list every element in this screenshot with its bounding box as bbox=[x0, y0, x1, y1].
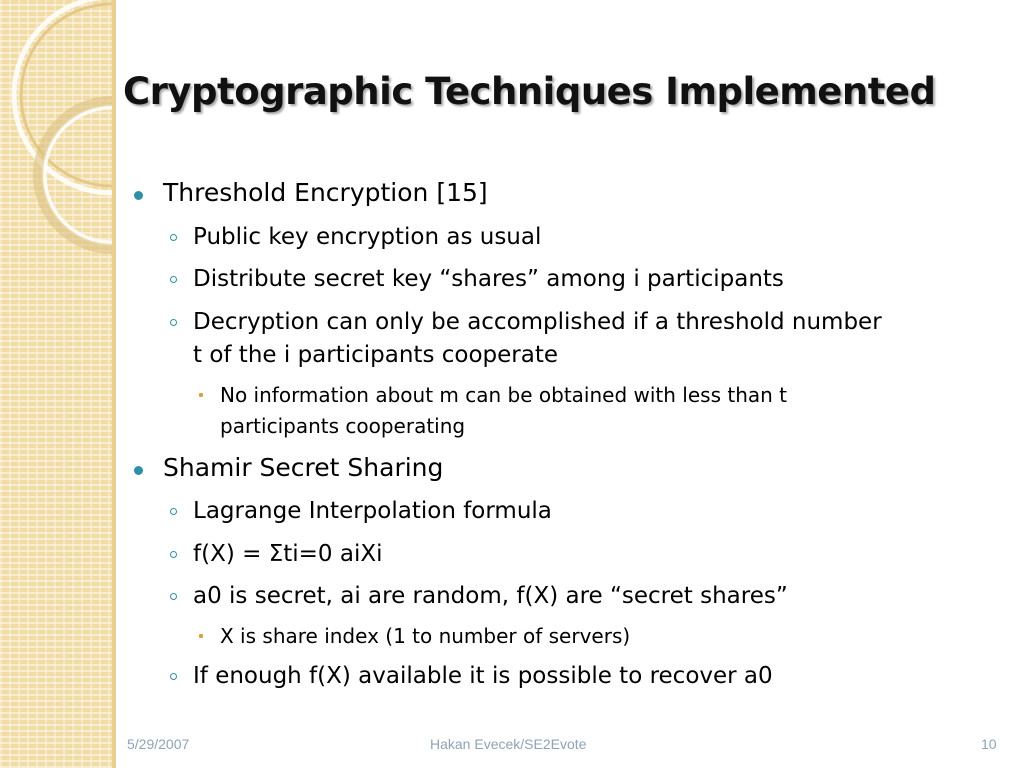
bullet-noinfo-line2: participants cooperating bbox=[220, 414, 466, 438]
bullet-distribute: Distribute secret key “shares” among i participants bbox=[193, 266, 784, 292]
bullet-formula: f(X) = Σti=0 aiXi bbox=[193, 541, 383, 567]
decorative-rings bbox=[0, 0, 112, 768]
bullet-shamir: Shamir Secret Sharing bbox=[163, 453, 444, 482]
sub-sub-bullet bbox=[199, 634, 203, 638]
bullet-recover: If enough f(X) available it is possible to recover a0 bbox=[193, 663, 773, 689]
footer-page-number: 10 bbox=[981, 736, 997, 752]
sub-bullet-ring bbox=[170, 673, 177, 680]
bullet-lagrange: Lagrange Interpolation formula bbox=[193, 498, 552, 524]
sub-bullet-ring bbox=[170, 551, 177, 558]
bullet-dot bbox=[134, 191, 143, 200]
bullet-noinfo-line1: No information about m can be obtained with less than t bbox=[220, 383, 788, 407]
sub-bullet-ring bbox=[170, 276, 177, 283]
sub-bullet-ring bbox=[170, 593, 177, 600]
sub-bullet-ring bbox=[170, 508, 177, 515]
bullet-decrypt-line2: t of the i participants cooperate bbox=[193, 342, 559, 368]
bullet-decrypt-line1: Decryption can only be accomplished if a threshold number bbox=[193, 309, 882, 335]
band-edge bbox=[112, 0, 116, 768]
bullet-dot bbox=[134, 466, 143, 475]
sub-bullet-ring bbox=[170, 319, 177, 326]
decorative-side-band bbox=[0, 0, 112, 768]
bullet-public-key: Public key encryption as usual bbox=[193, 224, 542, 250]
sub-bullet-ring bbox=[170, 234, 177, 241]
sub-sub-bullet bbox=[199, 393, 203, 397]
footer-author: Hakan Evecek/SE2Evote bbox=[430, 736, 587, 752]
bullet-a0-secret: a0 is secret, ai are random, f(X) are “secret shares” bbox=[193, 583, 788, 609]
footer-date: 5/29/2007 bbox=[127, 736, 190, 752]
bullet-threshold-encryption: Threshold Encryption [15] bbox=[163, 178, 488, 207]
slide-title: Cryptographic Techniques Implemented bbox=[123, 70, 936, 113]
bullet-share-index: X is share index (1 to number of servers) bbox=[220, 624, 631, 648]
